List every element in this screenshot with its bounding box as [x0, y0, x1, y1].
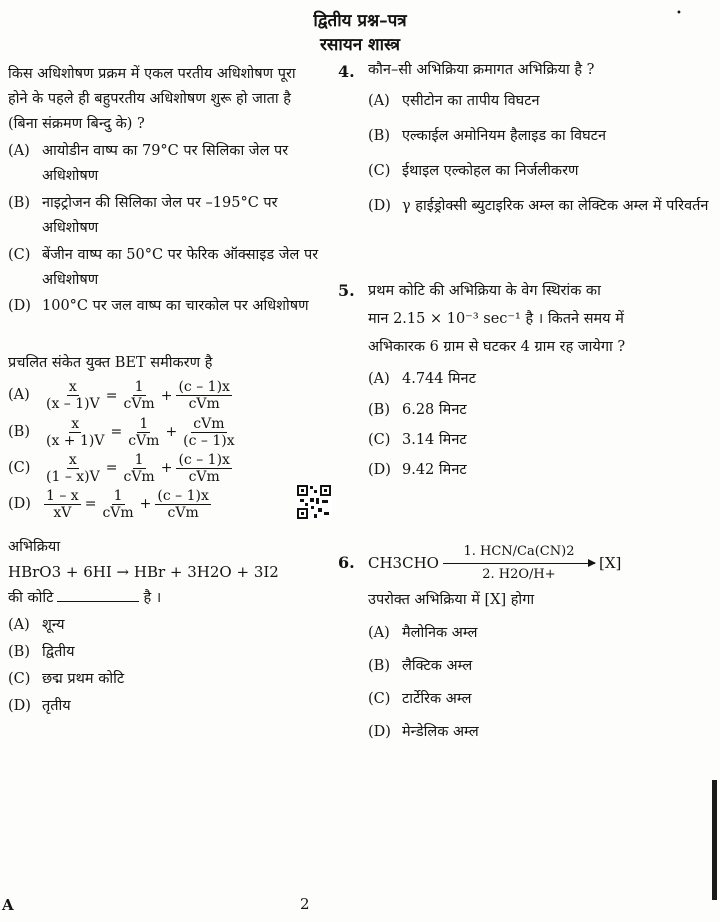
question-1: [8, 62, 326, 319]
term-1-fraction: $\frac{1}{\text{cVm}}$: [102, 487, 134, 521]
term-1-fraction: $\frac{1}{\text{cVm}}$: [128, 415, 160, 449]
bet-equation: $\frac{x}{(1 - x)V}$ = $\frac{1}{\text{cVm}}$ + $\frac{(c - 1)x}{\text{cVm}}$: [46, 451, 230, 485]
bet-equation: $\frac{1 - x}{xV}$ = $\frac{1}{\text{cVm}}$ + $\frac{(c - 1)x}{\text{cVm}}$: [46, 487, 209, 521]
bet-equation: $\frac{x}{(x - 1)V}$ = $\frac{1}{\text{cVm}}$ + $\frac{(c - 1)x}{\text{cVm}}$: [46, 379, 230, 413]
lhs-fraction: $\frac{x}{(x + 1)V}$: [46, 415, 105, 449]
corner-mark: •: [676, 8, 682, 19]
bet-equation: $\frac{x}{(x + 1)V}$ = $\frac{1}{\text{cVm}}$ + $\frac{\text{cVm}}{(c - 1)x}$: [46, 415, 235, 449]
answer-blank: [57, 601, 139, 602]
lhs-fraction: $\frac{x}{(x - 1)V}$: [46, 379, 100, 413]
question-6-option-d: (D) मेन्डेलिक अम्ल: [368, 724, 479, 741]
question-3-option-b: (B) द्वितीय: [8, 643, 75, 660]
product: [X]: [598, 553, 622, 572]
question-2-option-b: (B) $\frac{x}{(x + 1)V}$ = $\frac{1}{\text{cVm}}$ + $\frac{\text{cVm}}{(c - 1)x}$: [8, 416, 326, 449]
question-1-text: किस अधिशोषण प्रक्रम में एकल परतीय अधिशोषण पूरा होने के पहले ही बहुपरतीय अधिशोषण शुरू हो जाता है (बिना संक्रमण बिन्दु के) ?: [8, 66, 296, 132]
left-column: [8, 62, 326, 720]
qr-code: [296, 484, 332, 520]
term-2-fraction: $\frac{\text{cVm}}{(c - 1)x}$: [183, 415, 235, 449]
question-5-option-d: (D) 9.42 मिनट: [368, 462, 467, 479]
question-5-option-a: (A) 4.744 मिनट: [368, 371, 476, 388]
term-2-fraction: $\frac{(c - 1)x}{\text{cVm}}$: [178, 451, 230, 485]
question-6-option-b: (B) लैक्टिक अम्ल: [368, 658, 473, 675]
question-5-text-1: प्रथम कोटि की अभिक्रिया के वेग स्थिरांक का: [368, 282, 601, 299]
edge-mark: [712, 780, 717, 900]
question-2-text: प्रचलित संकेत युक्त BET समीकरण है: [8, 355, 213, 372]
reactant: CH3CHO: [368, 553, 439, 572]
question-2: [8, 351, 326, 521]
lhs-fraction: $\frac{x}{(1 - x)V}$: [46, 451, 100, 485]
lhs-fraction: $\frac{1 - x}{xV}$: [46, 487, 79, 521]
term-2-fraction: $\frac{(c - 1)x}{\text{cVm}}$: [178, 379, 230, 413]
question-1-option-c: (C) बेंजीन वाष्प का 50°C पर फेरिक ऑक्साइड जेल पर अधिशोषण: [8, 246, 319, 288]
question-4-option-a: (A) एसीटोन का तापीय विघटन: [368, 92, 540, 109]
question-6-option-a: (A) मैलोनिक अम्ल: [368, 625, 478, 642]
question-3-option-c: (C) छद्म प्रथम कोटि: [8, 670, 125, 687]
reaction-arrow: [443, 541, 595, 587]
question-5-option-c: (C) 3.14 मिनट: [368, 432, 467, 449]
page-number: 2: [300, 895, 310, 913]
question-6-number: 6.: [338, 552, 355, 572]
question-4-option-c: (C) ईथाइल एल्कोहल का निर्जलीकरण: [368, 162, 579, 179]
question-2-option-a: (A) $\frac{x}{(x - 1)V}$ = $\frac{1}{\text{cVm}}$ + $\frac{(c - 1)x}{\text{cVm}}$: [8, 379, 326, 412]
question-3-order-line: की कोटि है ।: [8, 589, 162, 606]
question-1-option-b: (B) नाइट्रोजन की सिलिका जेल पर –195°C पर अधिशोषण: [8, 194, 278, 236]
question-3-reaction: HBrO3 + 6HI → HBr + 3H2O + 3I2: [8, 563, 279, 581]
question-3-option-a: (A) शून्य: [8, 616, 65, 633]
question-3-heading: अभिक्रिया: [8, 539, 61, 556]
question-5-text-2: मान 2.15 × 10⁻³ sec⁻¹ है । कितने समय में: [368, 310, 624, 327]
question-6-reaction: [368, 541, 714, 587]
question-4: [338, 58, 714, 219]
question-2-option-d: (D) $\frac{1 - x}{xV}$ = $\frac{1}{\text{cVm}}$ + $\frac{(c - 1)x}{\text{cVm}}$: [8, 488, 326, 521]
question-6-text: उपरोक्त अभिक्रिया में [X] होगा: [368, 592, 535, 609]
question-5-number: 5.: [338, 280, 355, 300]
question-3-option-d: (D) तृतीय: [8, 697, 71, 714]
question-5-text-3: अभिकारक 6 ग्राम से घटकर 4 ग्राम रह जायेगा ?: [368, 339, 626, 356]
condition-2: 2. H2O/H+: [482, 566, 556, 582]
series-letter: A: [2, 896, 14, 914]
subject-title: रसायन शास्त्र: [319, 35, 401, 55]
question-4-text: कौन–सी अभिक्रिया क्रमागत अभिक्रिया है ?: [368, 62, 595, 78]
question-1-option-d: (D) 100°C पर जल वाष्प का चारकोल पर अधिशोषण: [8, 298, 309, 315]
question-4-number: 4.: [338, 62, 355, 81]
term-2-fraction: $\frac{(c - 1)x}{\text{cVm}}$: [157, 487, 209, 521]
question-3: [8, 535, 326, 718]
question-5: [338, 277, 714, 485]
term-1-fraction: $\frac{1}{\text{cVm}}$: [123, 451, 155, 485]
question-4-option-d: (D) γ हाईड्रोक्सी ब्युटाइरिक अम्ल का लेक्टिक अम्ल में परिवर्तन: [368, 197, 709, 214]
question-6-option-c: (C) टार्टेरिक अम्ल: [368, 691, 472, 708]
question-1-option-a: (A) आयोडीन वाष्प का 79°C पर सिलिका जेल पर अधिशोषण: [8, 142, 289, 184]
question-4-option-b: (B) एल्काईल अमोनियम हैलाइड का विघटन: [368, 127, 607, 144]
condition-1: 1. HCN/Ca(CN)2: [463, 543, 575, 559]
term-1-fraction: $\frac{1}{\text{cVm}}$: [123, 379, 155, 413]
right-column: [338, 58, 714, 747]
question-5-option-b: (B) 6.28 मिनट: [368, 401, 467, 418]
paper-title: द्वितीय प्रश्न–पत्र: [313, 11, 407, 31]
question-2-option-c: (C) $\frac{x}{(1 - x)V}$ = $\frac{1}{\text{cVm}}$ + $\frac{(c - 1)x}{\text{cVm}}$: [8, 452, 326, 485]
question-6: [338, 541, 714, 745]
